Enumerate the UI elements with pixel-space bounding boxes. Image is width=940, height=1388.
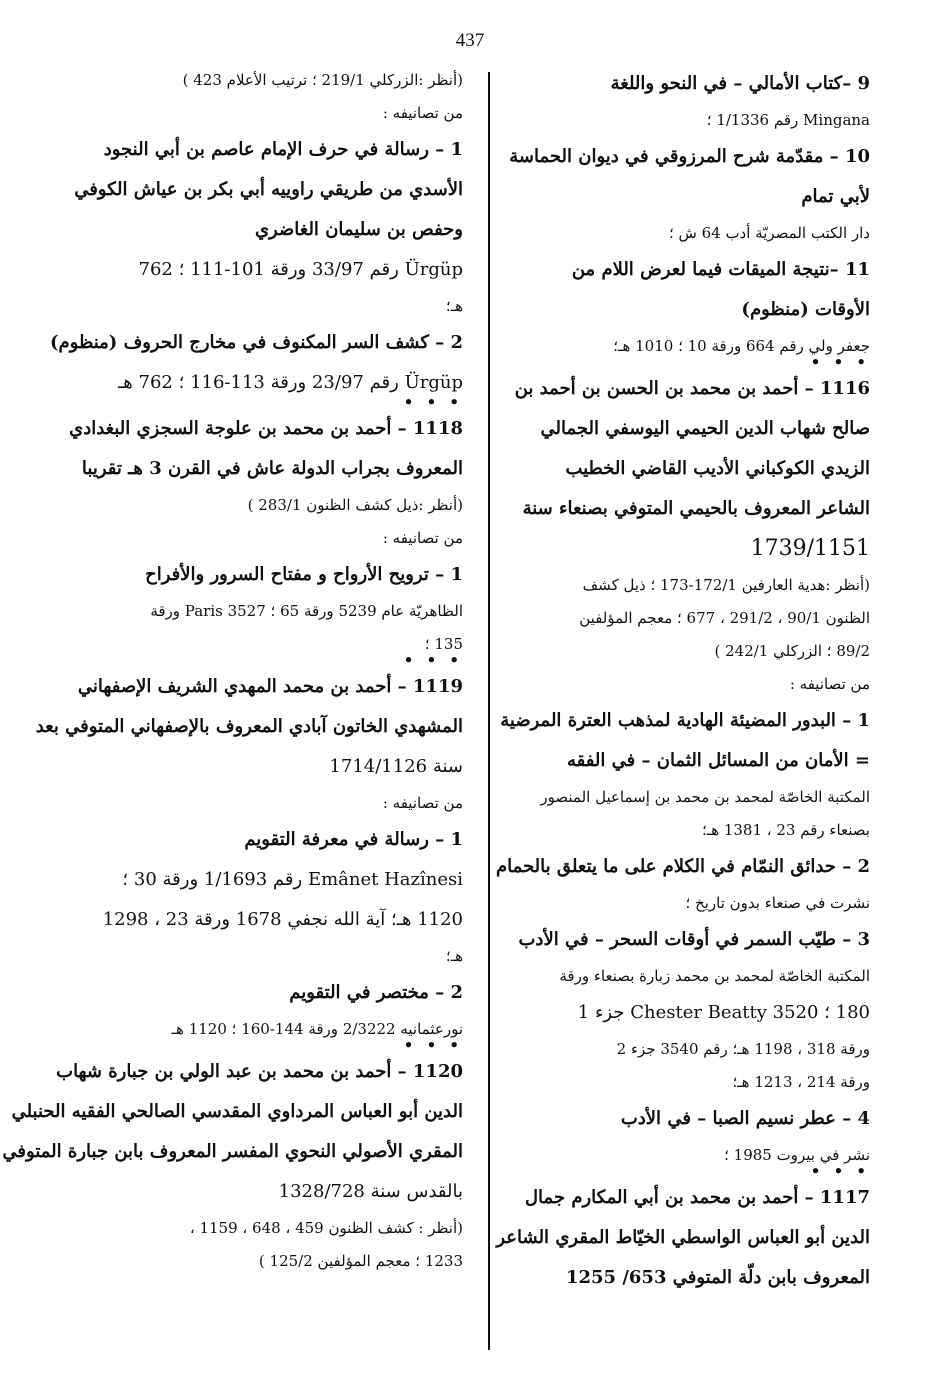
entry-heading-line: 1 – رسالة في معرفة التقويم [244, 829, 463, 850]
text-line: 89/2 ؛ الزركلي 242/1 ) [714, 642, 870, 660]
text-line: جعفر ولي رقم 664 ورقة 10 ؛ 1010 هـ؛ [613, 337, 870, 355]
text-line: Mingana رقم 1/1336 ؛ [706, 111, 870, 129]
entry-heading-line: 1116 – أحمد بن محمد بن الحسن بن أحمد بن [514, 378, 870, 399]
text-line: من تصانيفه : [789, 675, 870, 693]
entry-heading-line: 2 – حدائق النمّام في الكلام على ما يتعلق بالحمام [496, 856, 870, 877]
column-divider [488, 72, 490, 1350]
entry-heading-line: 1120 – أحمد بن محمد بن عبد الولي بن جبارة شهاب [56, 1061, 463, 1082]
entry-heading-line: 1 – ترويح الأرواح و مفتاح السرور والأفراح [145, 564, 463, 585]
text-line: 180 ؛ Chester Beatty 3520 جزء 1 [577, 1002, 870, 1023]
text-line: المكتبة الخاصّة لمحمد بن محمد بن إسماعيل المنصور [540, 788, 870, 806]
text-line: الظنون 90/1 ، 291/2 ، 677 ؛ معجم المؤلفين [579, 609, 870, 627]
text-line: 1739/1151 [750, 536, 870, 561]
text-line: بصنعاء رقم 23 ، 1381 هـ؛ [701, 821, 870, 839]
text-line: هـ؛ [445, 297, 463, 315]
text-line: (أنظر :الزركلي 219/1 ؛ ترتيب الأعلام 423 ) [182, 71, 463, 89]
text-line: من تصانيفه : [382, 794, 463, 812]
text-line: Ürgüp رقم 33/97 ورقة 101-111 ؛ 762 [138, 259, 463, 280]
text-line: المكتبة الخاصّة لمحمد بن محمد زبارة بصنعاء ورقة [559, 967, 870, 985]
text-line: نشرت في صنعاء بدون تاريخ ؛ [685, 894, 870, 912]
entry-separator: • • • [810, 1162, 870, 1180]
text-line: سنة 1714/1126 [329, 756, 463, 777]
entry-separator: • • • [403, 393, 463, 411]
entry-separator: • • • [403, 1036, 463, 1054]
text-line: Ürgüp رقم 23/97 ورقة 113-116 ؛ 762 هـ [118, 372, 463, 393]
entry-heading-line: الدين أبو العباس المرداوي المقدسي الصالحي الفقيه الحنبلي [11, 1101, 463, 1122]
text-line: بالقدس سنة 1328/728 [278, 1181, 463, 1202]
text-line: من تصانيفه : [382, 529, 463, 547]
text-line: (أنظر : كشف الظنون 459 ، 648 ، 1159 ، [189, 1219, 463, 1237]
text-line: الظاهريّة عام 5239 ورقة 65 ؛ Paris 3527 ورقة [150, 602, 463, 620]
text-line: ورقة 318 ، 1198 هـ؛ رقم 3540 جزء 2 [616, 1040, 870, 1058]
entry-heading-line: الدين أبو العباس الواسطي الخيّاط المقري الشاعر [496, 1227, 870, 1248]
entry-separator: • • • [403, 651, 463, 669]
text-line: 1233 ؛ معجم المؤلفين 125/2 ) [258, 1252, 463, 1270]
entry-heading-line: 9 –كتاب الأمالي – في النحو واللغة [610, 73, 870, 94]
right-column [496, 64, 870, 1298]
entry-separator: • • • [810, 353, 870, 371]
text-line: نورعثمانيه 2/3222 ورقة 144-160 ؛ 1120 هـ [171, 1020, 463, 1038]
text-line: من تصانيفه : [382, 104, 463, 122]
text-line: (أنظر :ذيل كشف الظنون 283/1 ) [247, 496, 463, 514]
entry-heading-line: وحفص بن سليمان الغاضري [254, 219, 463, 240]
entry-heading-line: لأبي تمام [801, 186, 870, 207]
text-line: 135 ؛ [424, 635, 463, 653]
entry-heading-line: الشاعر المعروف بالحيمي المتوفي بصنعاء سنة [522, 498, 870, 519]
entry-heading-line: المعروف بابن دلّة المتوفي 653/ 1255 [565, 1267, 870, 1288]
text-line: ورقة 214 ، 1213 هـ؛ [732, 1073, 870, 1091]
entry-heading-line: صالح شهاب الدين الحيمي اليوسفي الجمالي [540, 418, 870, 439]
entry-heading-line: 3 – طيّب السمر في أوقات السحر – في الأدب [518, 929, 870, 950]
page-number: 437 [455, 30, 485, 51]
text-line: نشر في بيروت 1985 ؛ [724, 1146, 870, 1164]
entry-heading-line: المشهدي الخاتون آبادي المعروف بالإصفهاني المتوفي بعد [35, 716, 463, 737]
entry-heading-line: 1118 – أحمد بن محمد بن علوجة السجزي البغدادي [69, 418, 463, 439]
text-line: Emânet Hazînesi رقم 1/1693 ورقة 30 ؛ [122, 869, 463, 890]
entry-heading-line: المقري الأصولي النحوي المفسر المعروف بابن جبارة المتوفي [2, 1141, 463, 1162]
text-line: (أنظر :هدية العارفين 172/1-173 ؛ ذيل كشف [582, 576, 870, 594]
entry-heading-line: 1119 – أحمد بن محمد المهدي الشريف الإصفهاني [77, 676, 463, 697]
text-line: دار الكتب المصريّة أدب 64 ش ؛ [668, 224, 870, 242]
entry-heading-line: الزيدي الكوكباني الأديب القاضي الخطيب [565, 458, 870, 479]
entry-heading-line: 2 – كشف السر المكنوف في مخارج الحروف (منظوم) [50, 332, 463, 353]
entry-heading-line: 4 – عطر نسيم الصبا – في الأدب [620, 1108, 870, 1129]
entry-heading-line: 1117 – أحمد بن محمد بن أبي المكارم جمال [524, 1187, 870, 1208]
entry-heading-line: 1 – البدور المضيئة الهادية لمذهب العترة المرضية [500, 710, 870, 731]
text-line: 1120 هـ؛ آية الله نجفي 1678 ورقة 23 ، 1298 [102, 909, 463, 930]
text-line: هـ؛ [445, 947, 463, 965]
entry-heading-line: 2 – مختصر في التقويم [289, 982, 463, 1003]
entry-heading-line: 10 – مقدّمة شرح المرزوقي في ديوان الحماسة [509, 146, 870, 167]
entry-heading-line: الأسدي من طريقي راوييه أبي بكر بن عياش الكوفي [74, 179, 463, 200]
entry-heading-line: الأوقات (منظوم) [741, 299, 870, 320]
entry-heading-line: = الأمان من المسائل الثمان – في الفقه [567, 750, 870, 771]
entry-heading-line: المعروف بجراب الدولة عاش في القرن 3 هـ تقريبا [81, 458, 463, 479]
left-column [2, 64, 463, 1278]
entry-heading-line: 11 –نتيجة الميقات فيما لعرض اللام من [571, 259, 870, 280]
entry-heading-line: 1 – رسالة في حرف الإمام عاصم بن أبي النجود [103, 139, 463, 160]
